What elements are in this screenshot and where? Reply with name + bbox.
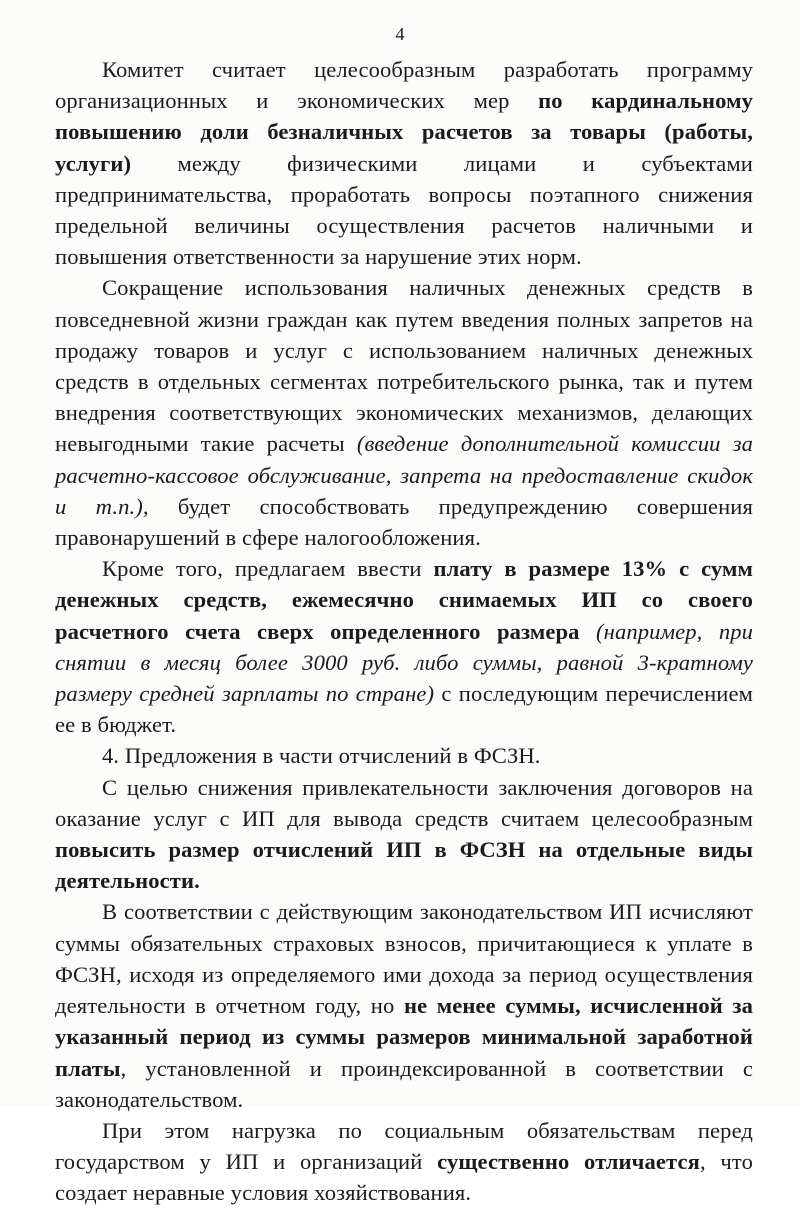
text-segment-italic: (например, при снятии в месяц более 3000 руб. либо суммы, равной 3-кратному размеру средней зарплаты по стране) [55,618,754,707]
text-segment-bold: по кардинальному повышению доли безналичных расчетов за товары (работы, услуги) [55,88,753,176]
text-segment-italic: (введение дополнительной комиссии за расчетно-кассовое обслуживание, запрета на предоставление скидок и т.п.), [55,431,754,519]
text-segment-bold: повысить размер отчислений ИП в ФСЗН на отдельные виды деятельности. [55,837,753,894]
text-segment: 4. Предложения в части отчислений в ФСЗН. [102,743,541,769]
text-segment: , установленной и проиндексированной в соответствии с законодательством. [55,1055,753,1112]
text-segment: С целью снижения привлекательности заключения договоров на оказание услуг с ИП для вывода средств считаем целесообразным [55,774,753,831]
text-segment: с последующим перечислением ее в бюджет. [55,681,753,738]
text-segment: В соответствии с действующим законодательством ИП исчисляют суммы обязательных страховых взносов, причитающиеся к уплате в ФСЗН, исходя из определяемого ими дохода за период осуществления деятельности в отчетном году, но [55,899,753,1019]
paragraph-legislation [55,896,753,1114]
text-segment: Сокращение использования наличных денежных средств в повседневной жизни граждан как путем введения полных запретов на продажу товаров и услуг с использованием наличных денежных средств в отдельных сегментах потребительского рынка, так и путем внедрения соответствующих экономических механизмов, делающих невыгодными такие расчеты [55,275,753,457]
text-segment: Кроме того, предлагаем ввести [102,556,434,582]
paragraph-withdrawal-fee [55,553,753,740]
text-segment: При этом нагрузка по социальным обязательствам перед государством у ИП и организаций [55,1117,753,1175]
document-body [55,54,753,1209]
text-segment-bold: существенно отличается [437,1149,700,1175]
paragraph-increase-contributions [55,772,753,897]
paragraph-cash-reduction [55,272,753,553]
text-segment: Комитет считает целесообразным разработать программу организационных и экономических мер [55,57,753,114]
text-segment: , что создает неравные условия хозяйствования. [55,1149,753,1206]
paragraph-unequal-conditions [55,1115,753,1209]
page-number: 4 [395,24,405,44]
text-segment: между физическими лицами и субъектами предпринимательства, проработать вопросы поэтапного снижения предельной величины осуществления расчетов наличными и повышения ответственности за нарушение этих норм. [55,150,753,270]
paragraph-cashless-program [55,54,753,272]
text-segment-bold: не менее суммы, исчисленной за указанный период из суммы размеров минимальной заработной платы [55,993,753,1081]
text-segment: будет способствовать предупреждению совершения правонарушений в сфере налогообложения. [55,493,753,551]
section-heading-fszn [55,740,753,771]
text-segment-bold: плату в размере 13% с сумм денежных средств, ежемесячно снимаемых ИП со своего расчетного счета сверх определенного размера [55,556,753,644]
